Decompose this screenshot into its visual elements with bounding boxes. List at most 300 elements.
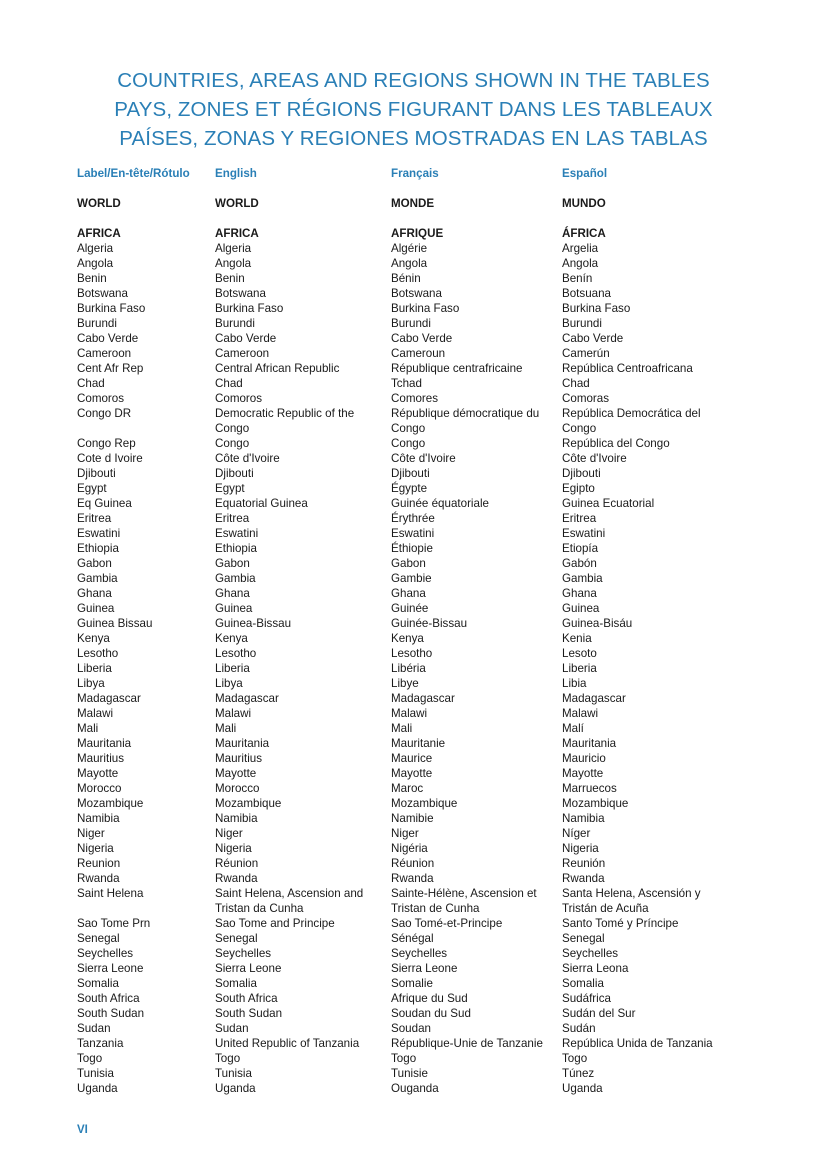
cell-spanish xyxy=(562,616,632,631)
cell-line: Côte d'Ivoire xyxy=(391,452,456,465)
cell-line: Nigéria xyxy=(391,842,428,855)
cell-line: Somalia xyxy=(77,977,119,990)
cell-label: Label/En-tête/Rótulo xyxy=(77,167,190,180)
cell-line: Somalie xyxy=(391,977,433,990)
cell-line: Liberia xyxy=(77,662,112,675)
cell-french xyxy=(391,451,456,466)
cell-line: Mauritius xyxy=(215,752,263,765)
cell-line: Congo xyxy=(391,422,426,435)
cell-line: Mauritania xyxy=(562,737,617,750)
cell-line: Burundi xyxy=(391,317,431,330)
cell-line: Cameroun xyxy=(391,347,446,360)
cell-line: Burundi xyxy=(215,317,255,330)
cell-line: Eswatini xyxy=(391,527,435,540)
cell-line: Algérie xyxy=(391,242,428,255)
cell-english xyxy=(215,946,271,961)
cell-line: Benin xyxy=(215,272,245,285)
cell-line: Mali xyxy=(391,722,413,735)
cell-line: Comores xyxy=(391,392,439,405)
cell-english xyxy=(215,706,251,721)
cell-line: Burkina Faso xyxy=(391,302,460,315)
cell-spanish xyxy=(562,661,597,676)
cell-line: Guinea xyxy=(215,602,253,615)
cell-label xyxy=(77,1081,118,1096)
cell-french xyxy=(391,286,442,301)
cell-line: Eswatini xyxy=(562,527,606,540)
cell-english xyxy=(215,571,256,586)
cell-spanish xyxy=(562,586,597,601)
cell-line: Éthiopie xyxy=(391,542,433,555)
cell-label xyxy=(77,646,118,661)
cell-english xyxy=(215,301,283,316)
cell-line: Djibouti xyxy=(562,467,601,480)
cell-line: Liberia xyxy=(562,662,597,675)
cell-line: Ghana xyxy=(391,587,426,600)
cell-french xyxy=(391,256,427,271)
cell-line: Namibia xyxy=(77,812,120,825)
cell-line: Congo xyxy=(215,422,250,435)
cell-line: Burkina Faso xyxy=(562,302,631,315)
cell-french xyxy=(391,1051,416,1066)
cell-line: Malawi xyxy=(562,707,599,720)
cell-line: Camerún xyxy=(562,347,610,360)
cell-line: Gambia xyxy=(562,572,603,585)
cell-line: République centrafricaine xyxy=(391,362,523,375)
cell-label xyxy=(77,511,111,526)
cell-line: Namibie xyxy=(391,812,434,825)
cell-line: Gambia xyxy=(77,572,118,585)
cell-line: Lesotho xyxy=(391,647,433,660)
cell-spanish: MUNDO xyxy=(562,197,606,210)
cell-french xyxy=(391,1036,543,1051)
cell-label xyxy=(77,751,124,766)
cell-english xyxy=(215,616,291,631)
cell-label xyxy=(77,451,143,466)
cell-line: South Sudan xyxy=(77,1007,145,1020)
cell-spanish xyxy=(562,301,630,316)
cell-english xyxy=(215,736,269,751)
cell-line: República Centroafricana xyxy=(562,362,693,375)
cell-english xyxy=(215,391,262,406)
cell-spanish xyxy=(562,496,654,511)
cell-label xyxy=(77,1051,102,1066)
cell-label xyxy=(77,871,120,886)
cell-spanish xyxy=(562,751,606,766)
cell-spanish xyxy=(562,976,604,991)
cell-spanish xyxy=(562,886,701,916)
cell-line: Central African Republic xyxy=(215,362,340,375)
cell-spanish xyxy=(562,526,605,541)
cell-spanish xyxy=(562,1036,713,1051)
cell-english xyxy=(215,481,245,496)
cell-label xyxy=(77,886,143,901)
cell-line: República Unida de Tanzania xyxy=(562,1037,713,1050)
title-line-spanish: PAÍSES, ZONAS Y REGIONES MOSTRADAS EN LAS TABLAS xyxy=(119,127,708,150)
cell-spanish xyxy=(562,571,603,586)
cell-line: Cote d Ivoire xyxy=(77,452,143,465)
cell-english xyxy=(215,346,269,361)
cell-line: Sainte-Hélène, Ascension et xyxy=(391,887,537,900)
cell-french xyxy=(391,946,447,961)
cell-label xyxy=(77,541,119,556)
cell-line: Rwanda xyxy=(562,872,605,885)
cell-label xyxy=(77,631,110,646)
cell-french xyxy=(391,736,445,751)
title-line-english: COUNTRIES, AREAS AND REGIONS SHOWN IN THE TABLES xyxy=(117,69,710,92)
cell-line: Sudáfrica xyxy=(562,992,611,1005)
cell-french xyxy=(391,316,431,331)
cell-label: WORLD xyxy=(77,197,121,210)
cell-english xyxy=(215,661,250,676)
cell-line: Afrique du Sud xyxy=(391,992,468,1005)
cell-english xyxy=(215,811,258,826)
cell-line: Guinea xyxy=(562,602,600,615)
cell-spanish: Español xyxy=(562,167,608,180)
cell-english xyxy=(215,691,279,706)
cell-english xyxy=(215,781,259,796)
cell-french xyxy=(391,526,434,541)
cell-line: Gabon xyxy=(215,557,250,570)
cell-english xyxy=(215,1036,359,1051)
cell-line: Burundi xyxy=(562,317,602,330)
cell-french xyxy=(391,331,452,346)
cell-line: Angola xyxy=(215,257,252,270)
cell-line: Réunion xyxy=(215,857,259,870)
cell-label xyxy=(77,706,113,721)
cell-french xyxy=(391,871,434,886)
cell-spanish xyxy=(562,931,605,946)
cell-line: Angola xyxy=(77,257,114,270)
cell-spanish xyxy=(562,646,597,661)
cell-spanish xyxy=(562,241,598,256)
cell-line: Cameroon xyxy=(215,347,270,360)
cell-label xyxy=(77,496,132,511)
cell-spanish xyxy=(562,316,602,331)
cell-french xyxy=(391,541,433,556)
cell-line: Egypt xyxy=(77,482,107,495)
cell-spanish xyxy=(562,706,598,721)
cell-line: Cabo Verde xyxy=(77,332,139,345)
cell-line: Togo xyxy=(391,1052,417,1065)
cell-line: Etiopía xyxy=(562,542,599,555)
cell-line: Malawi xyxy=(215,707,252,720)
cell-line: Senegal xyxy=(215,932,258,945)
cell-english xyxy=(215,676,243,691)
cell-french xyxy=(391,271,421,286)
cell-line: Tristan da Cunha xyxy=(215,902,304,915)
cell-label xyxy=(77,961,143,976)
cell-spanish xyxy=(562,1006,635,1021)
cell-english xyxy=(215,646,256,661)
cell-line: Tchad xyxy=(391,377,422,390)
cell-line: Mauricio xyxy=(562,752,606,765)
cell-line: Madagascar xyxy=(215,692,279,705)
cell-line: Cabo Verde xyxy=(215,332,277,345)
cell-english: AFRICA xyxy=(215,227,259,240)
cell-french xyxy=(391,556,426,571)
cell-label xyxy=(77,601,114,616)
cell-french xyxy=(391,571,432,586)
cell-label xyxy=(77,796,143,811)
cell-line: Comoras xyxy=(562,392,610,405)
cell-line: Chad xyxy=(77,377,105,390)
cell-line: Sénégal xyxy=(391,932,434,945)
cell-english xyxy=(215,316,255,331)
cell-line: Madagascar xyxy=(562,692,626,705)
cell-line: Angola xyxy=(391,257,428,270)
cell-line: Libye xyxy=(391,677,419,690)
cell-french xyxy=(391,706,427,721)
cell-english xyxy=(215,751,262,766)
cell-french xyxy=(391,721,412,736)
cell-spanish xyxy=(562,436,670,451)
cell-label xyxy=(77,976,119,991)
cell-line: Eritrea xyxy=(562,512,597,525)
cell-line: Seychelles xyxy=(77,947,134,960)
cell-line: Libéria xyxy=(391,662,426,675)
cell-line: Santa Helena, Ascensión y xyxy=(562,887,701,900)
cell-line: Guinée-Bissau xyxy=(391,617,468,630)
cell-line: Djibouti xyxy=(77,467,116,480)
cell-english xyxy=(215,361,339,376)
cell-french xyxy=(391,361,522,376)
cell-english xyxy=(215,1051,240,1066)
cell-label xyxy=(77,991,140,1006)
cell-spanish xyxy=(562,466,601,481)
cell-line: Maurice xyxy=(391,752,433,765)
cell-line: Mauritanie xyxy=(391,737,446,750)
cell-line: Egypt xyxy=(215,482,245,495)
cell-french xyxy=(391,496,489,511)
cell-line: Mozambique xyxy=(215,797,282,810)
cell-spanish xyxy=(562,826,590,841)
cell-french xyxy=(391,586,426,601)
cell-line: Cent Afr Rep xyxy=(77,362,144,375)
cell-line: Nigeria xyxy=(562,842,599,855)
cell-label xyxy=(77,241,113,256)
cell-line: Saint Helena xyxy=(77,887,144,900)
cell-line: Gambia xyxy=(215,572,256,585)
cell-line: Senegal xyxy=(77,932,120,945)
cell-line: Kenya xyxy=(77,632,110,645)
cell-line: Sierra Leone xyxy=(391,962,458,975)
cell-line: South Africa xyxy=(77,992,140,1005)
page-number: VI xyxy=(77,1124,88,1136)
cell-line: Mali xyxy=(77,722,99,735)
cell-english xyxy=(215,961,281,976)
cell-line: Senegal xyxy=(562,932,605,945)
cell-line: Marruecos xyxy=(562,782,617,795)
cell-line: Égypte xyxy=(391,482,428,495)
cell-label xyxy=(77,361,143,376)
cell-line: Namibia xyxy=(215,812,258,825)
cell-french xyxy=(391,1021,431,1036)
cell-line: Côte d'Ivoire xyxy=(562,452,627,465)
cell-french xyxy=(391,841,428,856)
cell-english: WORLD xyxy=(215,197,259,210)
cell-label xyxy=(77,1006,144,1021)
cell-spanish xyxy=(562,601,599,616)
cell-english xyxy=(215,496,308,511)
cell-english xyxy=(215,271,245,286)
cell-line: Sudan xyxy=(215,1022,249,1035)
cell-english xyxy=(215,796,281,811)
cell-line: Djibouti xyxy=(391,467,430,480)
cell-line: South Sudan xyxy=(215,1007,283,1020)
cell-line: Sudan xyxy=(77,1022,111,1035)
cell-french xyxy=(391,931,434,946)
cell-line: Niger xyxy=(391,827,419,840)
cell-line: Morocco xyxy=(215,782,260,795)
cell-line: Ethiopia xyxy=(215,542,257,555)
page-title xyxy=(0,66,827,153)
cell-label xyxy=(77,946,133,961)
cell-line: Kenya xyxy=(215,632,248,645)
cell-line: Togo xyxy=(562,1052,588,1065)
cell-label xyxy=(77,661,112,676)
cell-line: Botsuana xyxy=(562,287,611,300)
cell-line: Seychelles xyxy=(215,947,272,960)
cell-line: Sao Tomé-et-Principe xyxy=(391,917,503,930)
cell-line: Mauritania xyxy=(215,737,270,750)
cell-spanish xyxy=(562,841,599,856)
cell-line: Lesoto xyxy=(562,647,597,660)
cell-line: Mauritius xyxy=(77,752,125,765)
cell-spanish xyxy=(562,961,628,976)
cell-english xyxy=(215,241,251,256)
cell-french xyxy=(391,376,422,391)
cell-spanish xyxy=(562,1051,587,1066)
cell-line: Botswana xyxy=(215,287,266,300)
cell-line: Angola xyxy=(562,257,599,270)
cell-line: Congo xyxy=(391,437,426,450)
cell-line: República Democrática del xyxy=(562,407,701,420)
cell-french xyxy=(391,481,427,496)
cell-english xyxy=(215,511,249,526)
cell-line: Ghana xyxy=(215,587,250,600)
cell-french xyxy=(391,1066,428,1081)
cell-spanish xyxy=(562,766,603,781)
cell-line: Guinea-Bisáu xyxy=(562,617,633,630)
cell-line: Malawi xyxy=(77,707,114,720)
cell-french xyxy=(391,616,467,631)
cell-line: Sierra Leone xyxy=(77,962,144,975)
cell-english xyxy=(215,376,243,391)
cell-line: Kenia xyxy=(562,632,592,645)
cell-line: Comoros xyxy=(77,392,125,405)
cell-line: Guinée xyxy=(391,602,429,615)
cell-english xyxy=(215,256,251,271)
cell-french xyxy=(391,751,432,766)
cell-line: Mayotte xyxy=(562,767,604,780)
cell-label xyxy=(77,841,114,856)
cell-line: South Africa xyxy=(215,992,278,1005)
cell-line: Comoros xyxy=(215,392,263,405)
cell-line: Benin xyxy=(77,272,107,285)
cell-line: Eswatini xyxy=(215,527,259,540)
cell-label xyxy=(77,1066,114,1081)
cell-line: Lesotho xyxy=(77,647,119,660)
cell-line: República del Congo xyxy=(562,437,670,450)
cell-line: Reunión xyxy=(562,857,606,870)
cell-line: Mayotte xyxy=(391,767,433,780)
cell-line: Kenya xyxy=(391,632,424,645)
cell-label xyxy=(77,316,117,331)
cell-spanish xyxy=(562,871,605,886)
cell-line: Eq Guinea xyxy=(77,497,132,510)
cell-line: Guinea-Bissau xyxy=(215,617,292,630)
cell-english xyxy=(215,526,258,541)
cell-line: Mozambique xyxy=(391,797,458,810)
cell-spanish xyxy=(562,541,598,556)
cell-label xyxy=(77,736,131,751)
cell-french xyxy=(391,826,419,841)
cell-line: Gambie xyxy=(391,572,432,585)
cell-line: Chad xyxy=(562,377,590,390)
cell-line: Botswana xyxy=(77,287,128,300)
cell-spanish xyxy=(562,991,611,1006)
cell-english xyxy=(215,856,258,871)
cell-french: MONDE xyxy=(391,197,435,210)
cell-label xyxy=(77,256,113,271)
cell-spanish xyxy=(562,286,611,301)
cell-line: Tristan de Cunha xyxy=(391,902,480,915)
cell-line: Ghana xyxy=(562,587,597,600)
cell-spanish xyxy=(562,511,596,526)
cell-french xyxy=(391,916,502,931)
cell-label xyxy=(77,286,128,301)
cell-line: Malí xyxy=(562,722,584,735)
cell-line: Egipto xyxy=(562,482,595,495)
cell-spanish xyxy=(562,451,627,466)
cell-line: Rwanda xyxy=(215,872,258,885)
cell-line: Sierra Leone xyxy=(215,962,282,975)
cell-line: Mayotte xyxy=(215,767,257,780)
cell-label xyxy=(77,466,116,481)
cell-spanish xyxy=(562,676,587,691)
cell-label xyxy=(77,766,118,781)
cell-label xyxy=(77,721,98,736)
cell-label xyxy=(77,556,112,571)
cell-label xyxy=(77,271,107,286)
cell-label xyxy=(77,781,121,796)
cell-french xyxy=(391,691,455,706)
cell-english xyxy=(215,931,258,946)
cell-line: Gabón xyxy=(562,557,597,570)
cell-spanish xyxy=(562,406,701,436)
cell-spanish xyxy=(562,256,598,271)
cell-line: République démocratique du xyxy=(391,407,540,420)
cell-french xyxy=(391,766,432,781)
cell-spanish xyxy=(562,1021,596,1036)
cell-french xyxy=(391,391,438,406)
cell-french xyxy=(391,301,459,316)
cell-line: Uganda xyxy=(562,1082,603,1095)
cell-spanish xyxy=(562,781,617,796)
cell-line: Burundi xyxy=(77,317,117,330)
cell-line: Togo xyxy=(77,1052,103,1065)
cell-line: Nigeria xyxy=(77,842,114,855)
cell-line: Uganda xyxy=(77,1082,118,1095)
cell-line: Nigeria xyxy=(215,842,252,855)
cell-english xyxy=(215,331,276,346)
cell-spanish xyxy=(562,271,592,286)
cell-line: Tanzania xyxy=(77,1037,124,1050)
cell-french xyxy=(391,661,426,676)
cell-line: Malawi xyxy=(391,707,428,720)
cell-french xyxy=(391,346,445,361)
cell-line: Saint Helena, Ascension and xyxy=(215,887,364,900)
